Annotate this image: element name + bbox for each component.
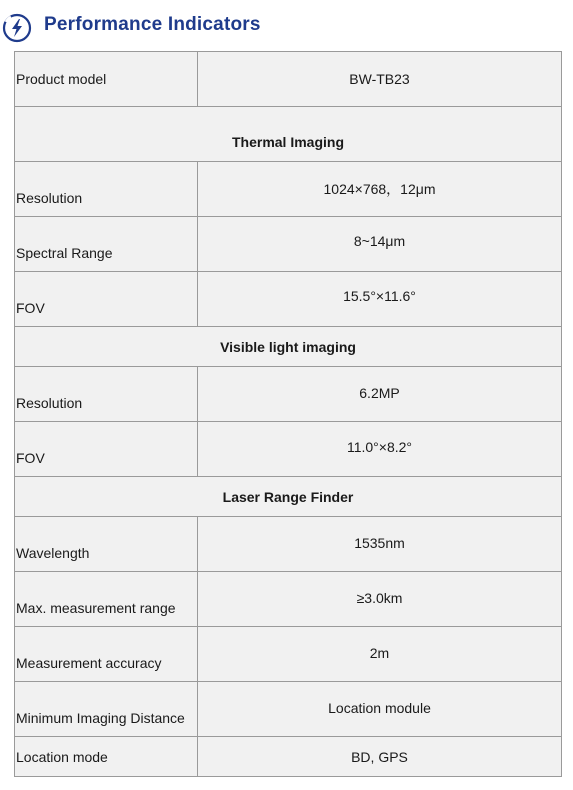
table-row bbox=[15, 517, 562, 572]
row-value: 6.2MP bbox=[198, 367, 562, 422]
row-label: FOV bbox=[15, 422, 198, 477]
row-value: Location module bbox=[198, 682, 562, 737]
row-value: BW-TB23 bbox=[198, 52, 562, 107]
row-value: ≥3.0km bbox=[198, 572, 562, 627]
table-row bbox=[15, 272, 562, 327]
performance-table bbox=[14, 51, 562, 777]
table-row bbox=[15, 217, 562, 272]
table-row bbox=[15, 52, 562, 107]
section-title: Thermal Imaging bbox=[15, 107, 562, 162]
table-row bbox=[15, 422, 562, 477]
table-row bbox=[15, 572, 562, 627]
row-label: Minimum Imaging Distance bbox=[15, 682, 198, 737]
row-label: Measurement accuracy bbox=[15, 627, 198, 682]
table-row bbox=[15, 682, 562, 737]
page-title: Performance Indicators bbox=[44, 14, 261, 35]
row-label: Location mode bbox=[15, 737, 198, 777]
section-title: Visible light imaging bbox=[15, 327, 562, 367]
table-row bbox=[15, 737, 562, 777]
row-label: Max. measurement range bbox=[15, 572, 198, 627]
row-label: Wavelength bbox=[15, 517, 198, 572]
section-row bbox=[15, 107, 562, 162]
lightning-bolt-icon bbox=[2, 13, 32, 43]
row-value: 15.5°×11.6° bbox=[198, 272, 562, 327]
section-row bbox=[15, 327, 562, 367]
table-row bbox=[15, 367, 562, 422]
row-value: 8~14μm bbox=[198, 217, 562, 272]
table-row bbox=[15, 162, 562, 217]
row-label: Spectral Range bbox=[15, 217, 198, 272]
row-label: Resolution bbox=[15, 162, 198, 217]
row-label: Product model bbox=[15, 52, 198, 107]
section-title: Laser Range Finder bbox=[15, 477, 562, 517]
row-value: BD, GPS bbox=[198, 737, 562, 777]
row-label: Resolution bbox=[15, 367, 198, 422]
row-value: 1024×768，12μm bbox=[198, 162, 562, 217]
section-row bbox=[15, 477, 562, 517]
row-value: 2m bbox=[198, 627, 562, 682]
row-label: FOV bbox=[15, 272, 198, 327]
page-header bbox=[0, 5, 573, 45]
row-value: 1535nm bbox=[198, 517, 562, 572]
row-value: 11.0°×8.2° bbox=[198, 422, 562, 477]
table-row bbox=[15, 627, 562, 682]
